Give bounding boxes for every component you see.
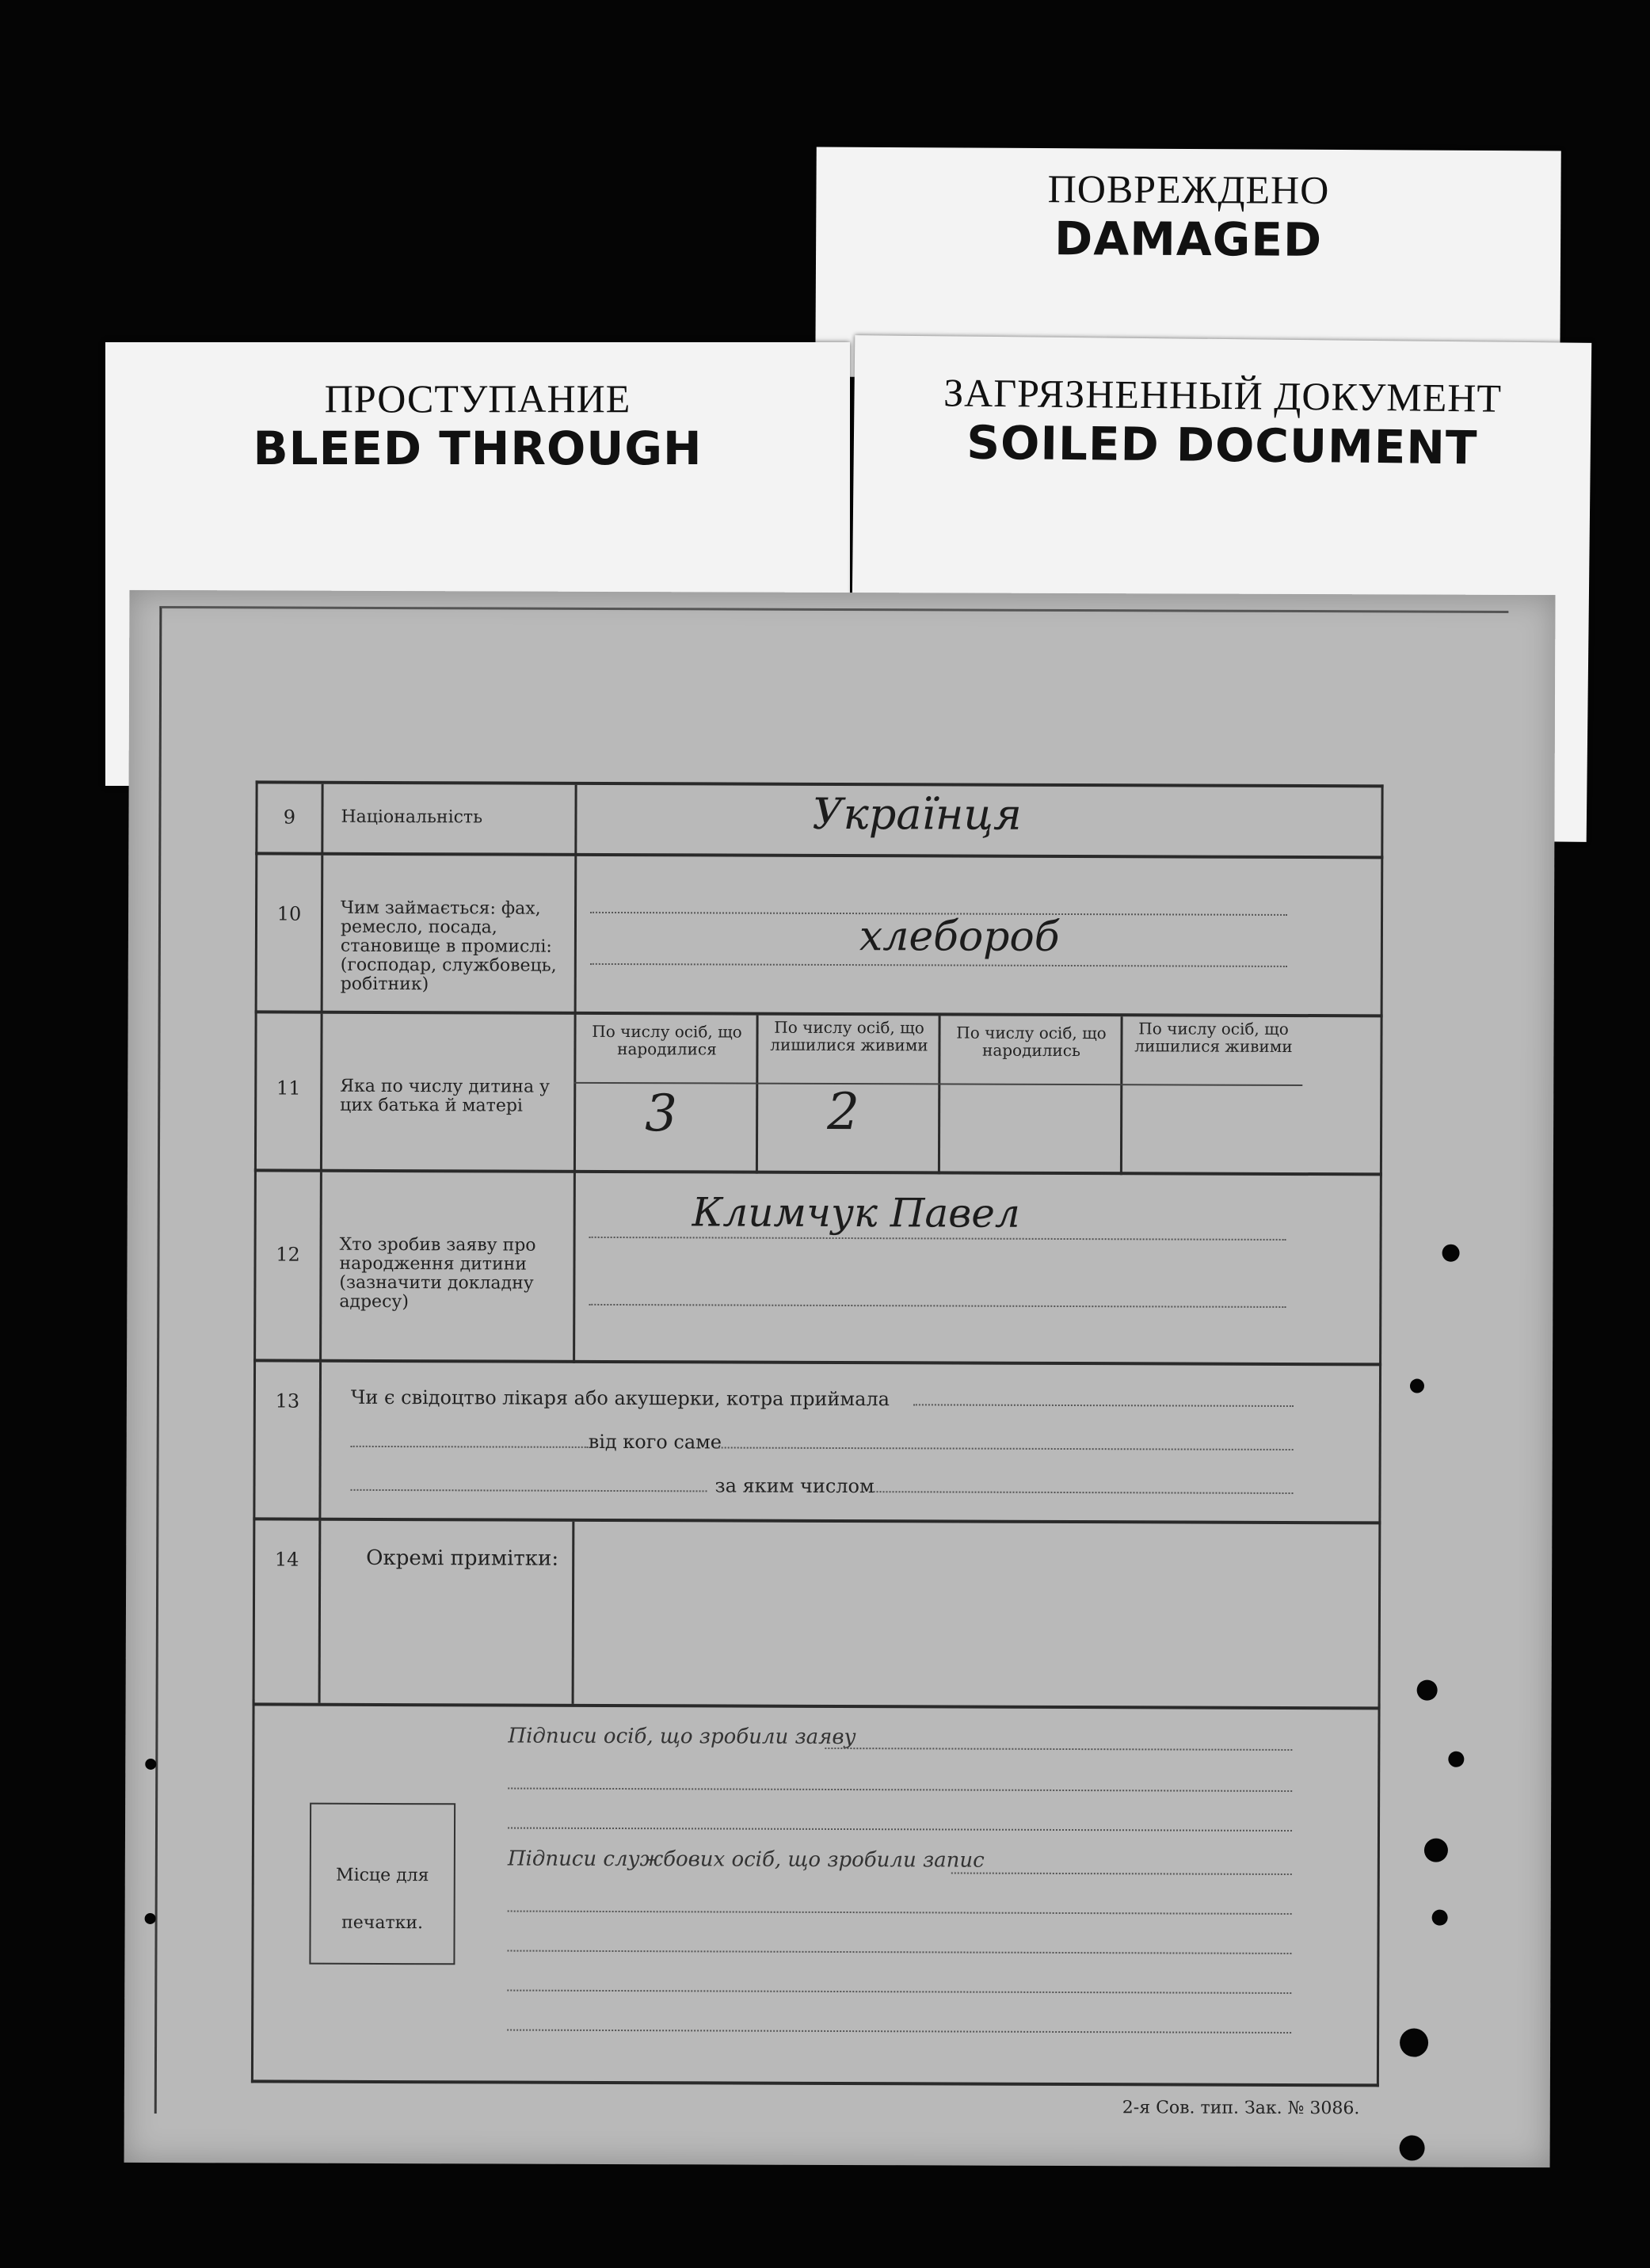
- dotted-line: [507, 2030, 1291, 2034]
- column-divider: [572, 1522, 575, 1704]
- dotted-line: [507, 1990, 1291, 1994]
- column-divider: [573, 1173, 576, 1363]
- bleed-label-en: BLEED THROUGH: [253, 421, 703, 475]
- dotted-line: [351, 1446, 589, 1448]
- soiled-label-ru: ЗАГРЯЗНЕННЫЙ ДОКУМЕНТ: [943, 370, 1503, 421]
- row-14: [253, 1517, 1381, 1710]
- row-11: [254, 1010, 1383, 1176]
- occupation-value: хлебороб: [859, 913, 1060, 961]
- date-label: за яким числом: [714, 1474, 875, 1498]
- column-divider: [319, 1172, 322, 1363]
- column-divider: [574, 856, 577, 1015]
- row-10-number: 10: [276, 902, 302, 925]
- row-14-number: 14: [274, 1548, 299, 1571]
- punch-hole: [1442, 1245, 1460, 1262]
- dotted-line: [951, 1872, 1292, 1875]
- bleed-label-ru: ПРОСТУПАНИЕ: [324, 376, 631, 421]
- punch-hole: [1410, 1379, 1424, 1393]
- dotted-line: [715, 1447, 1294, 1450]
- certificate-question: Чи є свідоцтво лікаря або акушерки, котра приймала: [350, 1386, 890, 1411]
- col-alive-2-header: По числу осіб, що лишилися живими: [1134, 1019, 1293, 1056]
- row-13: [253, 1359, 1381, 1524]
- punch-hole: [145, 1913, 156, 1924]
- signatures-section: [251, 1699, 1381, 2087]
- row-11-number: 11: [276, 1077, 301, 1100]
- punch-hole: [1417, 1680, 1438, 1701]
- dotted-line: [351, 1489, 707, 1492]
- col-alive-header: По числу осіб, що лишилися живими: [770, 1017, 928, 1055]
- soiled-label-en: SOILED DOCUMENT: [966, 415, 1478, 475]
- dotted-line: [589, 1304, 1286, 1308]
- damaged-label-ru: ПОВРЕЖДЕНО: [1047, 166, 1330, 212]
- birth-record-sheet: [124, 590, 1556, 2167]
- row-9-number: 9: [283, 806, 296, 829]
- punch-hole: [1448, 1752, 1464, 1767]
- row-9-label: Національність: [341, 806, 483, 828]
- column-divider: [574, 785, 577, 856]
- from-whom-label: від кого саме: [588, 1430, 722, 1454]
- official-signatures-label: Підписи службових осіб, що зробили запис: [507, 1847, 985, 1873]
- punch-hole: [1424, 1839, 1448, 1862]
- row-9: [255, 780, 1383, 859]
- row-10-label: Чим займається: фах, ремесло, посада, становище в промислі: (господар, службовець, робітник): [340, 898, 557, 995]
- born-count-value: 3: [645, 1084, 678, 1144]
- row-13-number: 13: [275, 1389, 300, 1412]
- row-11-label: Яка по числу дитина у цих батька й матері: [340, 1076, 551, 1116]
- damaged-label-en: DAMAGED: [1054, 212, 1323, 267]
- alive-count-value: 2: [827, 1082, 860, 1142]
- dotted-line: [507, 1950, 1291, 1954]
- col-born-2-header: По числу осіб, що народились: [956, 1023, 1107, 1061]
- column-divider: [318, 1363, 322, 1521]
- nationality-value: Українця: [812, 788, 1022, 840]
- dotted-line: [825, 1748, 1292, 1751]
- dotted-line: [913, 1404, 1294, 1407]
- punch-hole: [1400, 2028, 1428, 2056]
- dotted-line: [873, 1491, 1293, 1494]
- row-12-number: 12: [276, 1243, 300, 1266]
- punch-hole: [1400, 2135, 1425, 2160]
- column-divider: [321, 784, 323, 856]
- notes-label: Окремі примітки:: [366, 1546, 559, 1571]
- seal-box: [309, 1803, 455, 1965]
- dotted-line: [589, 1237, 1286, 1241]
- column-divider: [573, 1015, 577, 1173]
- dotted-line: [590, 963, 1287, 967]
- punch-hole: [145, 1759, 156, 1770]
- form-table: [188, 780, 1381, 2119]
- column-divider: [318, 1521, 322, 1703]
- row-10: [255, 852, 1384, 1017]
- column-divider: [320, 1014, 323, 1172]
- seal-label: Місце для печатки.: [336, 1865, 429, 1934]
- punch-hole: [1432, 1910, 1448, 1926]
- dotted-line: [508, 1788, 1292, 1792]
- dotted-line: [508, 1911, 1292, 1915]
- dotted-line: [508, 1828, 1292, 1832]
- row-12: [253, 1168, 1382, 1366]
- printer-mark: 2-я Сов. тип. Зак. № 3086.: [1122, 2098, 1360, 2119]
- applicant-signatures-label: Підписи осіб, що зробили заяву: [508, 1724, 856, 1750]
- applicant-value: Климчук Павел: [692, 1189, 1020, 1237]
- col-born-header: По числу осіб, що народилися: [592, 1021, 742, 1059]
- row-12-label: Хто зробив заяву про народження дитини (зазначити докладну адресу): [339, 1234, 536, 1313]
- column-divider: [321, 856, 324, 1014]
